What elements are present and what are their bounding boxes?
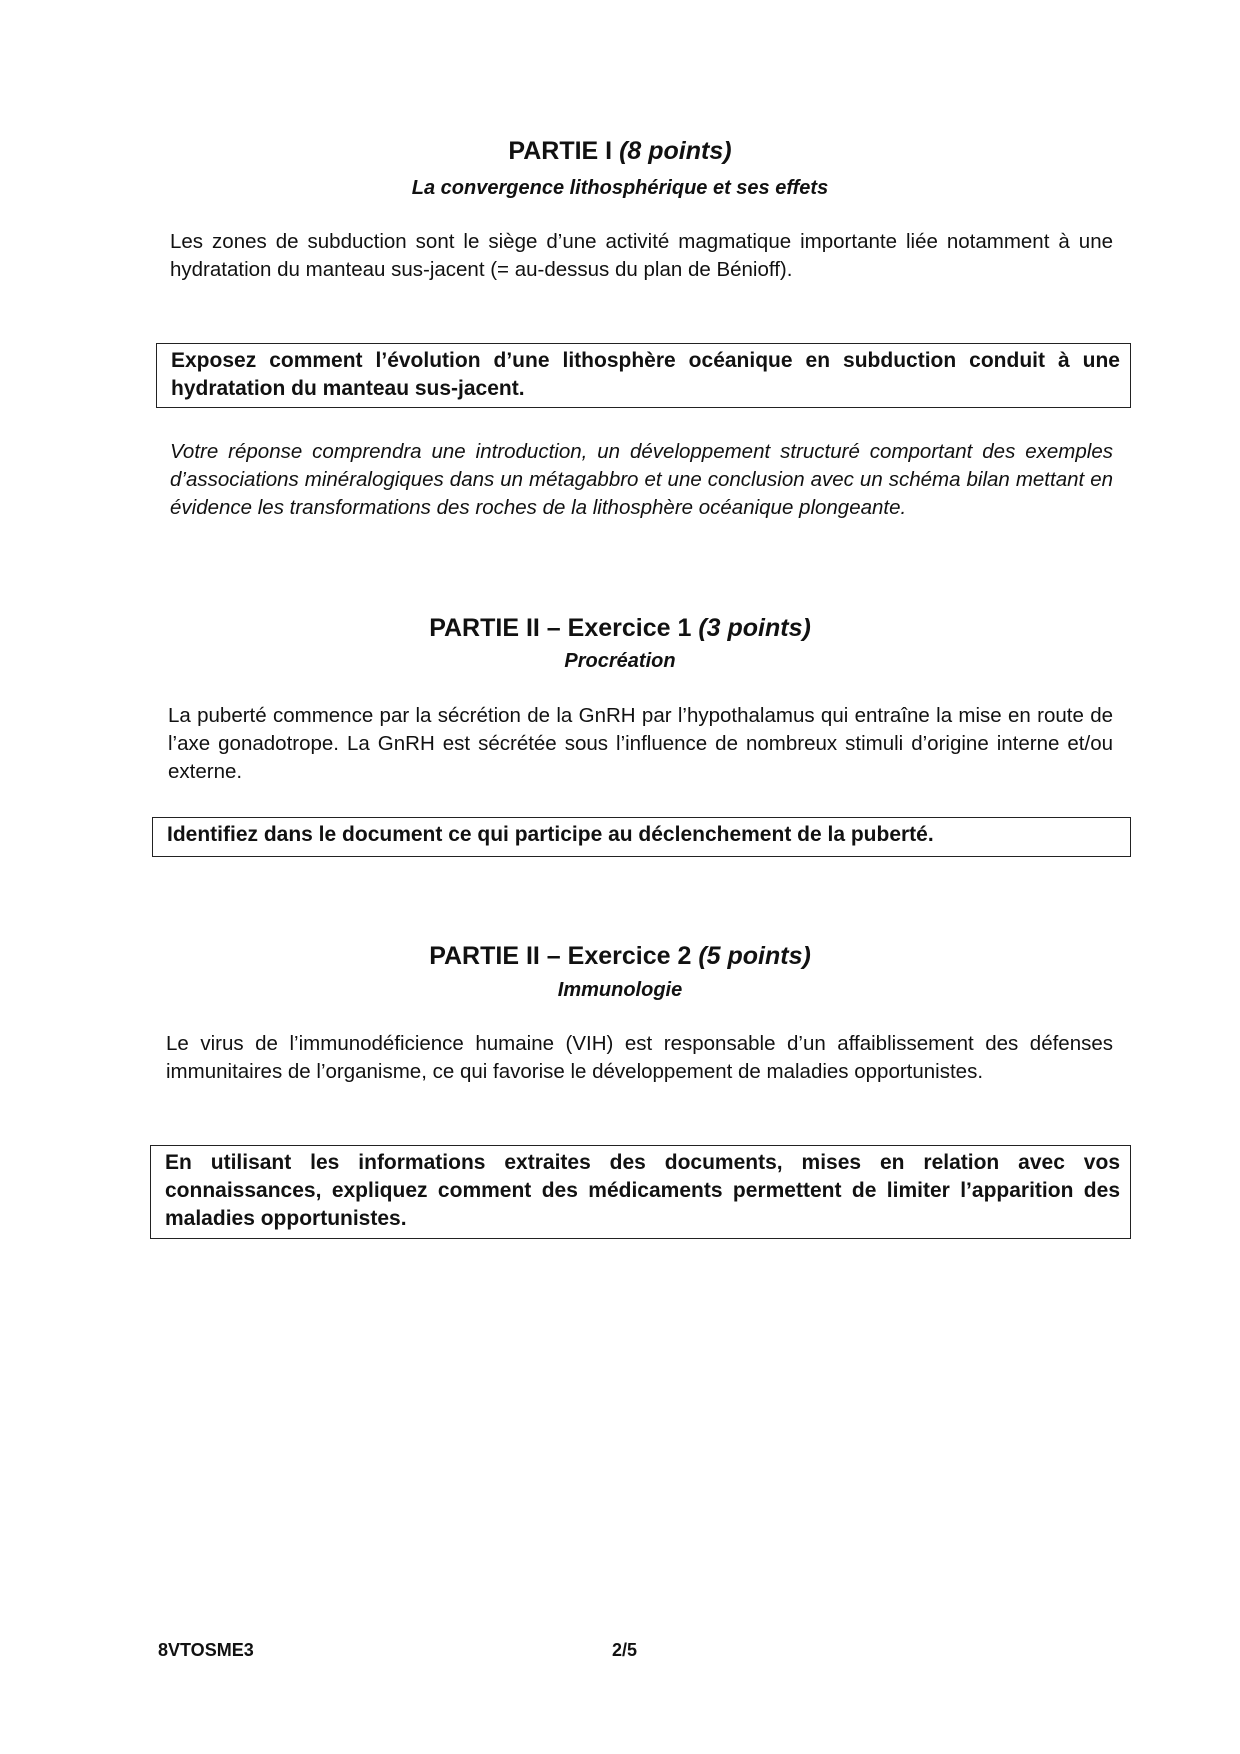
partie1-question-box <box>156 343 1131 408</box>
partie1-question: Exposez comment l’évolution d’une lithosphère océanique en subduction conduit à une hydratation du manteau sus-jacent. <box>171 349 1120 400</box>
partie2-ex2-subtitle: Immunologie <box>557 979 683 1001</box>
partie2-ex1-points: (3 points) <box>698 614 811 642</box>
partie2-ex1-question-box <box>152 817 1131 857</box>
partie2-ex2-points: (5 points) <box>698 942 811 970</box>
partie2-ex1-title: PARTIE II – Exercice 1 (3 points) <box>429 614 811 642</box>
partie2-ex2-question: En utilisant les informations extraites des documents, mises en relation avec vos connaissances, expliquez comment des médicaments permettent de limiter l’apparition des maladies opportunistes. <box>165 1151 1120 1230</box>
partie1-title: PARTIE I (8 points) <box>508 137 732 165</box>
partie2-ex2-question-box <box>150 1145 1131 1239</box>
partie1-intro: Les zones de subduction sont le siège d’une activité magmatique importante liée notamment à une hydratation du manteau sus-jacent (= au-dessus du plan de Bénioff). <box>170 230 1113 281</box>
partie2-ex1-question: Identifiez dans le document ce qui participe au déclenchement de la puberté. <box>167 823 934 846</box>
partie2-ex2-title: PARTIE II – Exercice 2 (5 points) <box>429 942 811 970</box>
partie2-ex1-intro: La puberté commence par la sécrétion de la GnRH par l’hypothalamus qui entraîne la mise en route de l’axe gonadotrope. La GnRH est sécrétée sous l’influence de nombreux stimuli d’origine interne et/ou externe. <box>168 704 1113 783</box>
footer-code: 8VTOSME3 <box>158 1640 254 1660</box>
footer-page-number: 2/5 <box>612 1640 638 1660</box>
partie1-subtitle: La convergence lithosphérique et ses effets <box>411 177 829 199</box>
partie1-points: (8 points) <box>619 137 732 165</box>
partie1-instructions: Votre réponse comprendra une introduction, un développement structuré comportant des exemples d’associations minéralogiques dans un métagabbro et une conclusion avec un schéma bilan mettant en évidence les transformations des roches de la lithosphère océanique plongeante. <box>170 440 1113 519</box>
partie2-ex1-subtitle: Procréation <box>564 650 676 672</box>
partie2-ex2-intro: Le virus de l’immunodéficience humaine (VIH) est responsable d’un affaiblissement des défenses immunitaires de l’organisme, ce qui favorise le développement de maladies opportunistes. <box>166 1032 1113 1083</box>
